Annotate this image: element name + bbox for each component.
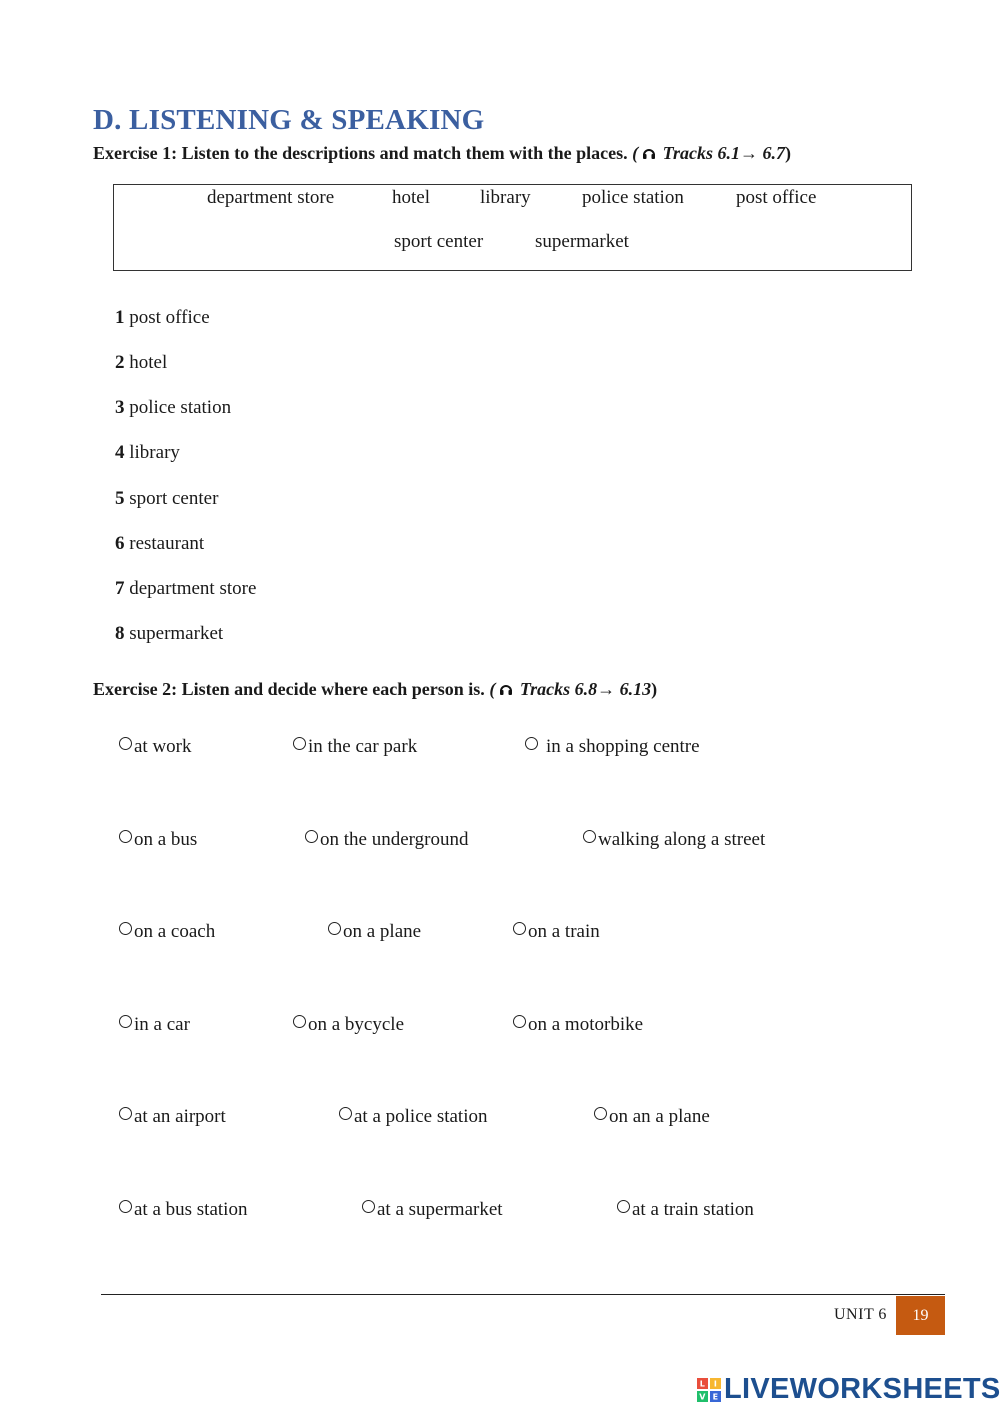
radio-circle-icon[interactable] xyxy=(617,1200,630,1213)
radio-option[interactable]: in a car xyxy=(119,1014,190,1036)
arrow-icon: → xyxy=(739,143,758,163)
radio-circle-icon[interactable] xyxy=(119,737,132,750)
radio-circle-icon[interactable] xyxy=(513,1015,526,1028)
word-bank-item: department store xyxy=(207,187,335,208)
radio-option[interactable]: walking along a street xyxy=(583,829,765,851)
radio-option[interactable]: in a shopping centre xyxy=(525,736,700,758)
arrow-icon: → xyxy=(597,679,616,699)
radio-option[interactable]: on an a plane xyxy=(594,1106,710,1128)
footer-divider xyxy=(101,1294,945,1295)
radio-option[interactable]: on a plane xyxy=(328,921,421,943)
exercise1-tracks: ( Tracks 6.1→ 6.7 xyxy=(632,143,785,163)
svg-text:I: I xyxy=(713,1379,718,1388)
radio-option[interactable]: at a supermarket xyxy=(362,1199,503,1221)
exercise2-title: Exercise 2: Listen and decide where each person is. ( Tracks 6.8→ 6.13) xyxy=(93,679,658,699)
word-bank xyxy=(113,184,912,271)
list-item[interactable]: 8 supermarket xyxy=(115,623,224,644)
svg-text:L: L xyxy=(699,1379,706,1388)
headphones-icon xyxy=(642,147,656,161)
radio-circle-icon[interactable] xyxy=(305,830,318,843)
list-item[interactable]: 2 hotel xyxy=(115,352,168,373)
radio-option[interactable]: on a bus xyxy=(119,829,197,851)
list-item[interactable]: 1 post office xyxy=(115,307,210,328)
radio-circle-icon[interactable] xyxy=(119,1107,132,1120)
list-item[interactable]: 4 library xyxy=(115,442,180,463)
word-bank-item: sport center xyxy=(394,231,484,252)
radio-option[interactable]: on the underground xyxy=(305,829,468,851)
list-item[interactable]: 7 department store xyxy=(115,578,257,599)
word-bank-item: library xyxy=(480,187,531,208)
radio-option[interactable]: on a bycycle xyxy=(293,1014,404,1036)
svg-text:V: V xyxy=(699,1392,706,1401)
radio-circle-icon[interactable] xyxy=(583,830,596,843)
radio-option[interactable]: at work xyxy=(119,736,192,758)
word-bank-item: police station xyxy=(582,187,684,208)
word-bank-item: hotel xyxy=(392,187,430,208)
liveworksheets-logo-icon xyxy=(697,1378,721,1402)
radio-option[interactable]: at an airport xyxy=(119,1106,226,1128)
radio-circle-icon[interactable] xyxy=(339,1107,352,1120)
radio-option[interactable]: at a bus station xyxy=(119,1199,247,1221)
exercise2-instruction: Exercise 2: Listen and decide where each person is. xyxy=(93,679,485,699)
radio-option[interactable]: in the car park xyxy=(293,736,417,758)
radio-circle-icon[interactable] xyxy=(119,1200,132,1213)
liveworksheets-brand[interactable] xyxy=(697,1373,1000,1406)
radio-circle-icon[interactable] xyxy=(293,1015,306,1028)
headphones-icon xyxy=(499,683,513,697)
radio-circle-icon[interactable] xyxy=(513,922,526,935)
radio-circle-icon[interactable] xyxy=(328,922,341,935)
radio-option[interactable]: on a coach xyxy=(119,921,215,943)
radio-circle-icon[interactable] xyxy=(119,1015,132,1028)
radio-option[interactable]: at a police station xyxy=(339,1106,487,1128)
unit-label: UNIT 6 xyxy=(834,1306,887,1323)
radio-circle-icon[interactable] xyxy=(362,1200,375,1213)
exercise1-title: Exercise 1: Listen to the descriptions and match them with the places. ( Tracks 6.1→ 6.7) xyxy=(93,143,791,163)
radio-circle-icon[interactable] xyxy=(594,1107,607,1120)
radio-option[interactable]: on a motorbike xyxy=(513,1014,643,1036)
radio-circle-icon[interactable] xyxy=(119,830,132,843)
exercise2-tracks: ( Tracks 6.8→ 6.13 xyxy=(489,679,652,699)
radio-circle-icon[interactable] xyxy=(293,737,306,750)
section-title: D. LISTENING & SPEAKING xyxy=(93,104,485,136)
radio-option[interactable]: at a train station xyxy=(617,1199,754,1221)
word-bank-item: post office xyxy=(736,187,817,208)
list-item[interactable]: 3 police station xyxy=(115,397,232,418)
exercise1-instruction: Exercise 1: Listen to the descriptions and match them with the places. xyxy=(93,143,628,163)
list-item[interactable]: 5 sport center xyxy=(115,488,219,509)
list-item[interactable]: 6 restaurant xyxy=(115,533,205,554)
radio-circle-icon[interactable] xyxy=(119,922,132,935)
radio-option[interactable]: on a train xyxy=(513,921,600,943)
brand-name: LIVEWORKSHEETS xyxy=(724,1373,1000,1405)
page-number: 19 xyxy=(896,1296,945,1335)
radio-circle-icon[interactable] xyxy=(525,737,538,750)
word-bank-item: supermarket xyxy=(535,231,629,252)
svg-text:E: E xyxy=(712,1392,719,1401)
